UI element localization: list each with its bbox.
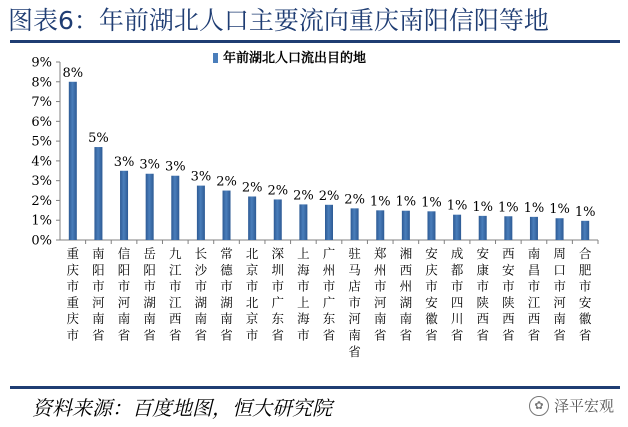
bar: [325, 205, 333, 240]
bar: [351, 208, 359, 240]
bar: [479, 216, 487, 240]
x-tick-label: 长沙市湖南省: [194, 246, 208, 343]
x-tick-label: 成都市四川省: [450, 246, 464, 343]
x-tick-label: 深圳市广东省: [271, 246, 285, 343]
data-label: 2%: [216, 174, 237, 190]
legend-swatch: [213, 53, 218, 63]
legend: [213, 50, 366, 66]
x-tick-label: 重庆市重庆市: [66, 246, 80, 343]
data-label: 1%: [498, 200, 519, 216]
x-tick-label: 上海市上海市: [297, 246, 310, 343]
y-tick-label: 8%: [31, 75, 52, 91]
bar: [299, 204, 307, 240]
bar: [94, 147, 102, 240]
bar: [581, 221, 589, 240]
legend-label: 年前湖北人口流出目的地: [223, 51, 367, 66]
data-label: 1%: [446, 198, 468, 214]
y-axis: [31, 56, 60, 249]
bar: [274, 199, 282, 240]
data-label: 2%: [293, 188, 314, 204]
bar: [171, 176, 179, 240]
chart-title: 图表6：年前湖北人口主要流向重庆南阳信阳等地: [8, 6, 549, 35]
data-label: 3%: [139, 157, 160, 173]
x-tick-label: 广州市广东省: [322, 246, 336, 343]
y-tick-label: 6%: [31, 114, 52, 130]
x-tick-label: 周口市河南省: [553, 246, 566, 343]
y-tick-label: 1%: [31, 213, 52, 229]
data-label: 1%: [369, 194, 391, 210]
data-label: 2%: [241, 180, 263, 196]
y-tick-label: 0%: [31, 233, 52, 249]
data-label: 2%: [344, 192, 365, 208]
data-label: 3%: [164, 159, 186, 175]
x-tick-label: 安庆市安徽省: [425, 246, 438, 343]
x-tick-label: 北京市北京市: [245, 246, 259, 343]
source-note: 资料来源：百度地图，恒大研究院: [32, 396, 332, 420]
bar-series: [62, 66, 595, 240]
bar: [530, 217, 538, 240]
x-tick-label: 湘西州湖南省: [399, 246, 413, 343]
x-tick-label: 西安市陕西省: [502, 246, 515, 343]
x-tick-label: 岳阳市湖南省: [143, 246, 156, 343]
bar: [376, 210, 384, 240]
bar: [427, 211, 435, 240]
data-label: 1%: [549, 202, 570, 218]
data-label: 1%: [574, 204, 596, 220]
y-tick-label: 9%: [31, 55, 52, 71]
bar: [402, 211, 410, 240]
y-tick-label: 4%: [31, 154, 52, 170]
data-label: 2%: [267, 183, 289, 199]
x-axis: [60, 240, 598, 359]
wechat-icon: ✿: [529, 396, 549, 416]
y-tick-label: 2%: [31, 193, 52, 209]
data-label: 1%: [421, 195, 442, 211]
data-label: 3%: [190, 169, 212, 185]
y-tick-label: 3%: [31, 174, 52, 190]
x-tick-label: 常德市湖南省: [220, 246, 233, 343]
bar: [197, 186, 205, 240]
x-tick-label: 南昌市江西省: [527, 246, 541, 343]
data-label: 5%: [88, 131, 109, 147]
data-label: 1%: [472, 199, 494, 215]
x-tick-label: 驻马店市河南省: [348, 246, 361, 359]
bar: [223, 191, 231, 240]
bar: [248, 196, 256, 240]
bar: [504, 216, 512, 240]
x-tick-label: 南阳市河南省: [92, 246, 105, 343]
x-tick-label: 合肥市安徽省: [578, 246, 592, 343]
data-label: 2%: [318, 188, 340, 204]
watermark: [529, 393, 614, 419]
bar: [556, 218, 564, 240]
watermark-label: 泽平宏观: [553, 397, 614, 415]
x-tick-label: 信阳市河南省: [117, 246, 131, 343]
y-tick-label: 7%: [31, 95, 52, 111]
bar: [453, 215, 461, 240]
data-label: 1%: [523, 200, 545, 216]
x-tick-label: 九江市江西省: [169, 246, 182, 343]
bar: [69, 82, 77, 240]
data-label: 3%: [113, 154, 135, 170]
x-tick-label: 郑州市河南省: [373, 246, 387, 343]
data-label: 8%: [62, 65, 84, 81]
x-tick-label: 安康市陕西省: [476, 246, 489, 343]
y-tick-label: 5%: [31, 134, 52, 150]
footer-divider: [10, 386, 620, 389]
bar: [146, 174, 154, 240]
data-label: 1%: [395, 194, 417, 210]
bar: [120, 171, 128, 240]
